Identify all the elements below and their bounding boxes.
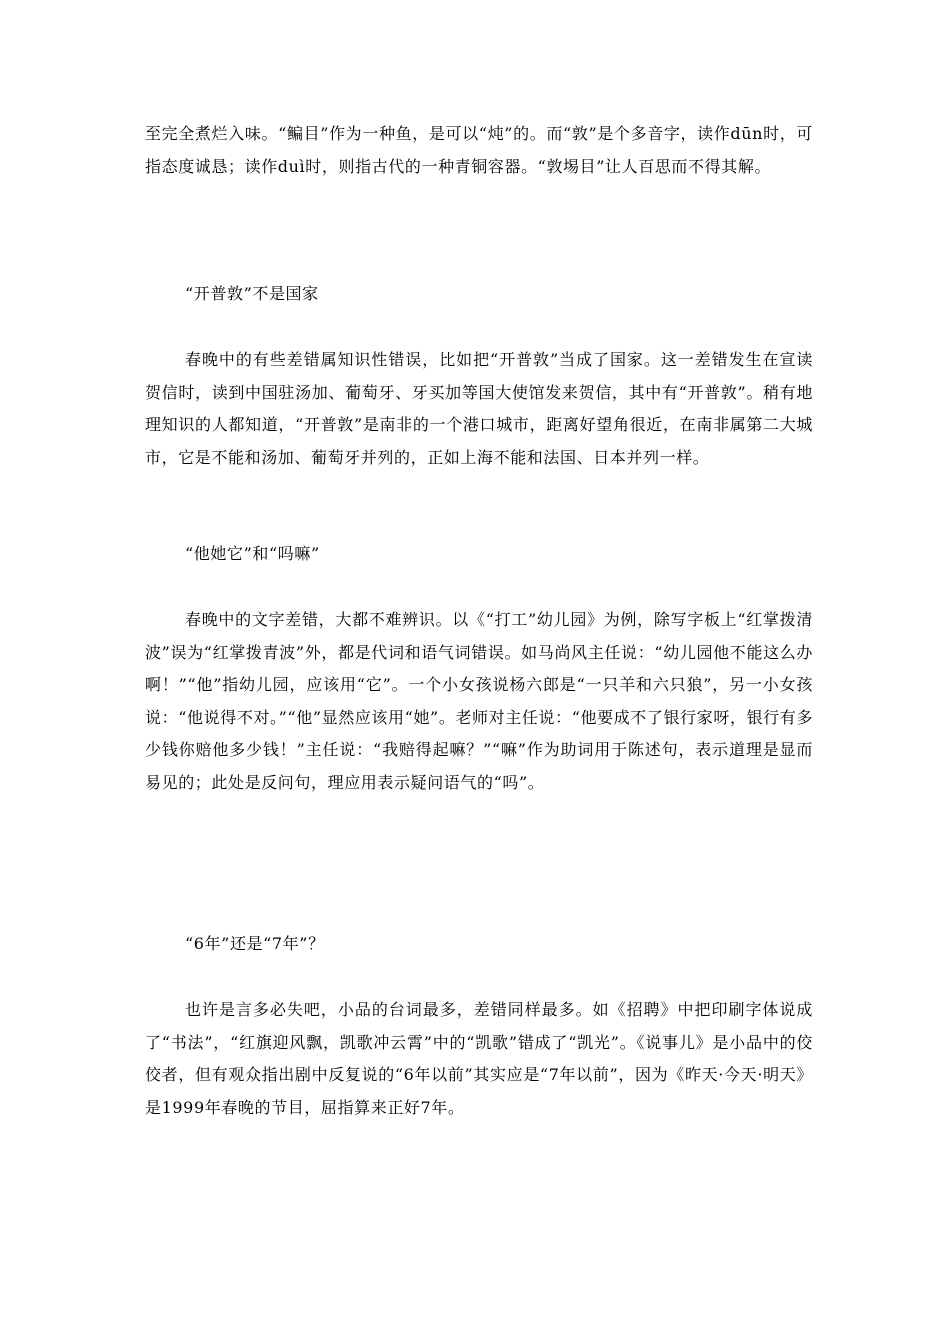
paragraph-years: 也许是言多必失吧，小品的台词最多，差错同样最多。如《招聘》中把印刷字体说成了“书法”，“红旗迎风飘，凯歌冲云霄”中的“凯歌”错成了“凯光”。《说事儿》是小品中的佼佼者，但有观众指出剧中反复说的“6年以前”其实应是“7年以前”，因为《昨天·今天·明天》是1999年春晚的节目，屈指算来正好7年。 [145,1000,813,1117]
paragraph-pronouns: 春晚中的文字差错，大都不难辨识。以《“打工”幼儿园》为例，除写字板上“红掌拨清波”误为“红掌拨青波”外，都是代词和语气词错误。如马尚风主任说：“幼儿园他不能这么办啊！”“他”指幼儿园，应该用“它”。一个小女孩说杨六郎是“一只羊和六只狼”，另一小女孩说：“他说得不对。”“他”显然应该用“她”。老师对主任说：“他要成不了银行家呀，银行有多少钱你赔他多少钱！”主任说：“我赔得起嘛？”“嘛”作为助词用于陈述句，表示道理是显而易见的；此处是反问句，理应用表示疑问语气的“吗”。 [145,610,813,792]
paragraph-continuation: 至完全煮烂入味。“鳊目”作为一种鱼，是可以“炖”的。而“敦”是个多音字，读作dūn时，可指态度诚恳；读作duì时，则指古代的一种青铜容器。“敦埸目”让人百思而不得其解。 [145,124,813,176]
section-heading-cape-town: “开普敦”不是国家 [185,284,319,303]
paragraph-cape-town: 春晚中的有些差错属知识性错误，比如把“开普敦”当成了国家。这一差错发生在宣读贺信时，读到中国驻汤加、葡萄牙、牙买加等国大使馆发来贺信，其中有“开普敦”。稍有地理知识的人都知道，“开普敦”是南非的一个港口城市，距离好望角很近，在南非属第二大城市，它是不能和汤加、葡萄牙并列的，正如上海不能和法国、日本并列一样。 [145,350,813,467]
section-heading-pronouns: “他她它”和“吗嘛” [185,544,320,563]
section-heading-years: “6年”还是“7年”？ [185,934,325,953]
